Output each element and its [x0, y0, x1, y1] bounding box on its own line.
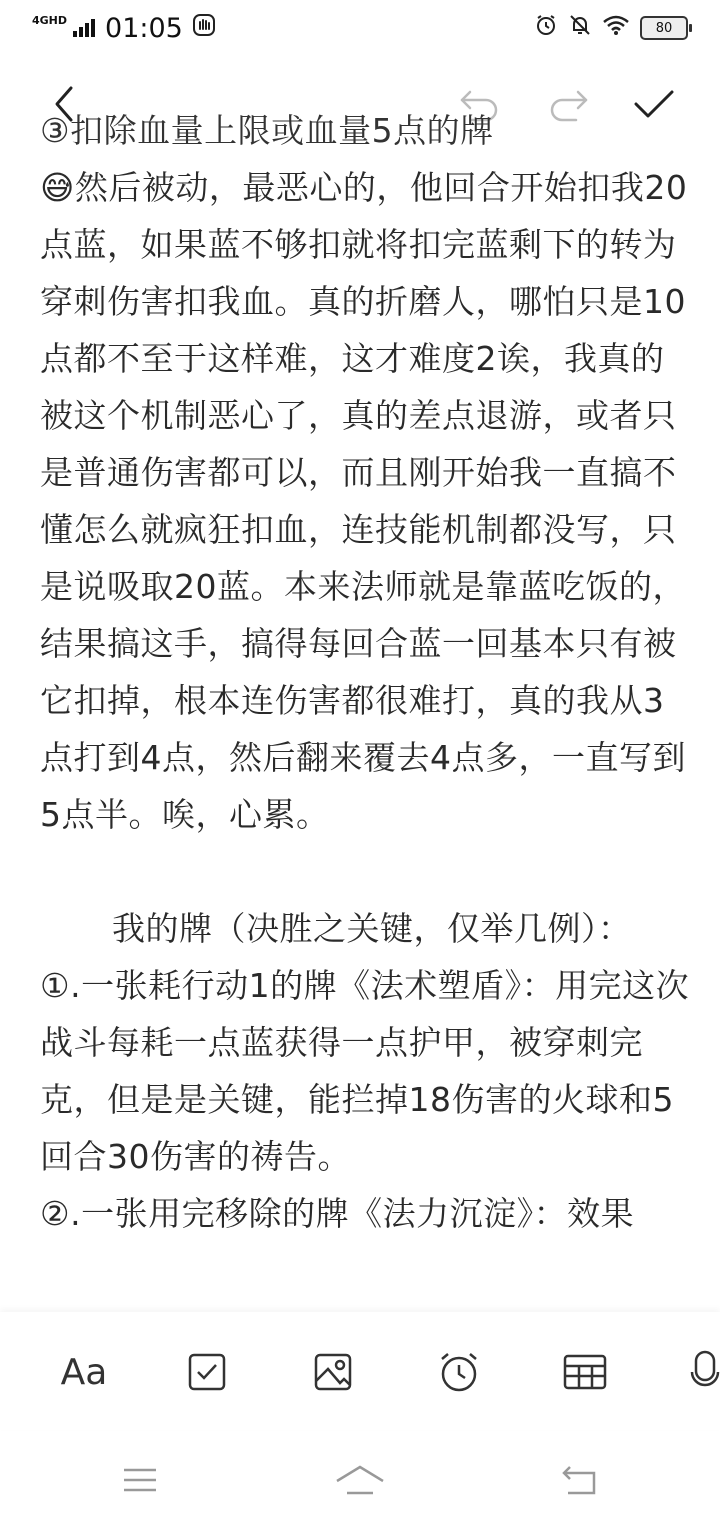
- checklist-button[interactable]: [182, 1342, 232, 1402]
- system-nav-bar: [0, 1440, 720, 1520]
- text-format-icon: Aa: [60, 1351, 108, 1393]
- menu-icon: [122, 1466, 158, 1494]
- network-type: 4GHD: [32, 13, 68, 27]
- battery-level: 80: [655, 20, 673, 36]
- back-icon: [560, 1463, 600, 1497]
- note-card-2: ②.一张用完移除的牌《法力沉淀》：效果: [40, 1194, 635, 1233]
- reminder-button[interactable]: [434, 1342, 484, 1402]
- wifi-icon: [602, 13, 630, 43]
- home-icon: [335, 1463, 385, 1497]
- checkbox-icon: [188, 1353, 226, 1391]
- clock-time: 01:05: [105, 12, 183, 44]
- alarm-icon: [534, 13, 558, 44]
- blank-line: [40, 843, 690, 900]
- table-icon: [563, 1354, 607, 1390]
- battery-icon: [640, 16, 688, 40]
- insert-image-button[interactable]: [308, 1342, 358, 1402]
- note-paragraph: 😅然后被动，最恶心的，他回合开始扣我20点蓝，如果蓝不够扣就将扣完蓝剩下的转为穿刺伤害扣我血。真的折磨人，哪怕只是10点都不至于这样难，这才难度2诶，我真的被这个机制恶心了，真的差点退游，或者只是普通伤害都可以，而且刚开始我一直搞不懂怎么就疯狂扣血，连技能机制都没写，只是说吸取20蓝。本来法师就是靠蓝吃饭的，结果搞这手，搞得每回合蓝一回基本只有被它扣掉，根本连伤害都很难打，真的我从3点打到4点，然后翻来覆去4点多，一直写到5点半。唉，心累。: [40, 168, 688, 834]
- note-card-1: ①.一张耗行动1的牌《法术塑盾》：用完这次战斗每耗一点蓝获得一点护甲，被穿刺完克，但是是关键，能拦掉18伤害的火球和5回合30伤害的祷告。: [40, 966, 690, 1176]
- voice-input-button[interactable]: [690, 1342, 720, 1402]
- note-content[interactable]: [0, 111, 720, 1310]
- note-text[interactable]: [40, 111, 690, 1242]
- status-bar: [0, 0, 720, 56]
- note-line-partial: ③扣除血量上限或血量5点的牌: [40, 111, 494, 150]
- insert-table-button[interactable]: [560, 1342, 610, 1402]
- nav-back-button[interactable]: [550, 1456, 610, 1504]
- status-right: [534, 13, 688, 44]
- home-button[interactable]: [330, 1456, 390, 1504]
- format-toolbar: [0, 1312, 720, 1430]
- alarm-clock-icon: [438, 1351, 480, 1393]
- status-left: [32, 13, 215, 44]
- recent-apps-button[interactable]: [110, 1456, 170, 1504]
- mute-bell-icon: [568, 13, 592, 44]
- image-icon: [314, 1353, 352, 1391]
- signal-icon: [73, 19, 95, 37]
- note-heading: 我的牌（决胜之关键，仅举几例）：: [112, 909, 632, 948]
- hand-icon: [193, 13, 215, 43]
- text-format-button[interactable]: [56, 1342, 112, 1402]
- microphone-icon: [690, 1350, 720, 1394]
